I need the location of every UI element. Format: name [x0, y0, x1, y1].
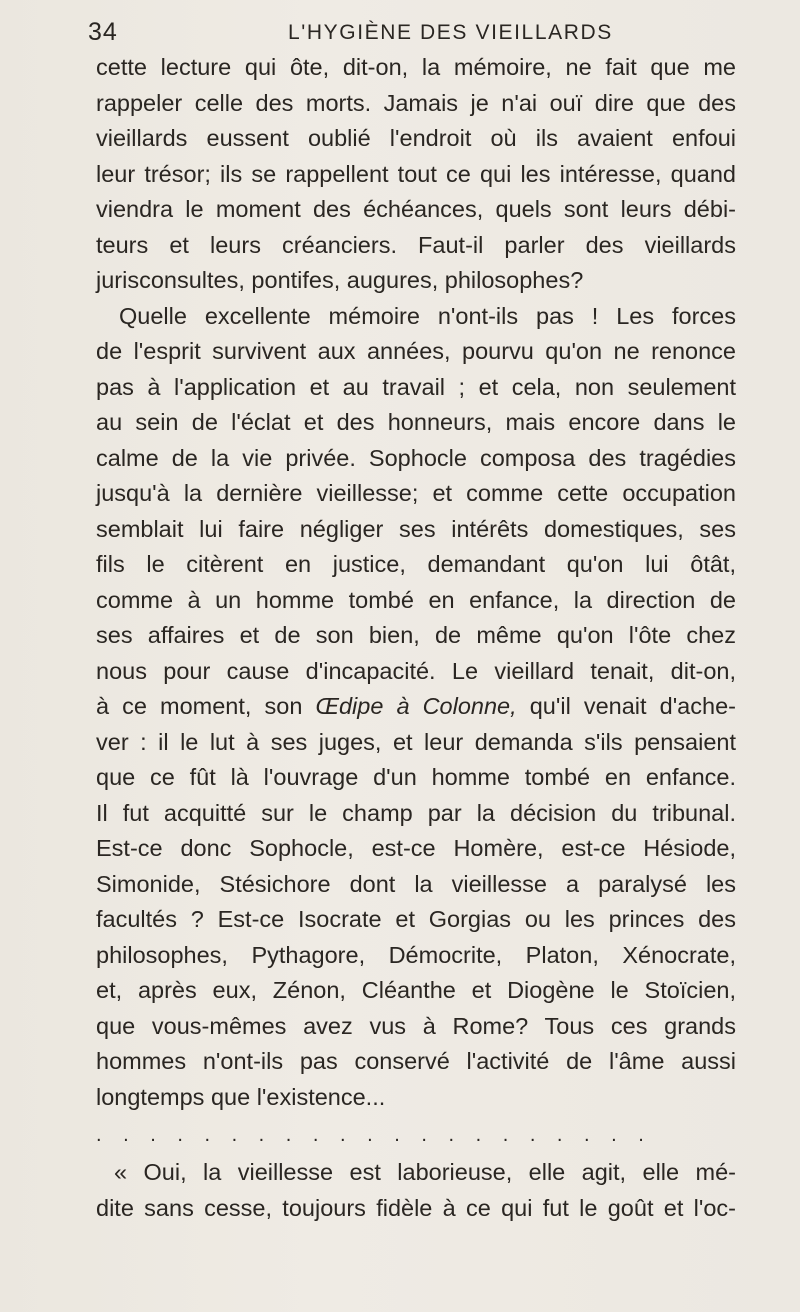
text-line: jusqu'à la dernière vieillesse; et comme cette occupation — [96, 480, 736, 506]
body-text — [96, 50, 736, 1226]
page-header — [88, 18, 728, 54]
line-part: qu'il venait d'ache- — [516, 693, 736, 719]
text-line: teurs et leurs créanciers. Faut-il parler des vieillards — [96, 231, 736, 258]
text-line: nous pour cause d'incapacité. Le vieillard tenait, dit-on, — [96, 657, 736, 684]
text-line: viendra le moment des échéances, quels sont leurs débi- — [96, 196, 736, 222]
text-line: calme de la vie privée. Sophocle composa des tragédies — [96, 444, 736, 471]
text-line: que ce fût là l'ouvrage d'un homme tombé en enfance. — [96, 764, 736, 790]
quote-line: dite sans cesse, toujours fidèle à ce qui fut le goût et l'oc- — [96, 1194, 736, 1221]
text-line: fils le citèrent en justice, demandant qu'on lui ôtât, — [96, 551, 736, 577]
ellipsis-row: . . . . . . . . . . . . . . . . . . . . . — [96, 1124, 652, 1146]
text-line: cette lecture qui ôte, dit-on, la mémoire, ne fait que me — [96, 54, 736, 80]
text-line: de l'esprit survivent aux années, pourvu qu'on ne renonce — [96, 338, 736, 364]
work-title: Œdipe à Colonne, — [315, 693, 517, 719]
text-line: facultés ? Est-ce Isocrate et Gorgias ou les princes des — [96, 906, 736, 932]
text-line: pas à l'application et au travail ; et cela, non seulement — [96, 373, 736, 400]
text-line: semblait lui faire négliger ses intérêts domestiques, ses — [96, 515, 736, 542]
text-line: Quelle excellente mémoire n'ont-ils pas ! Les forces — [119, 302, 736, 329]
text-line: jurisconsultes, pontifes, augures, philosophes? — [96, 267, 584, 293]
quote-line: « Oui, la vieillesse est laborieuse, elle agit, elle mé- — [114, 1159, 736, 1185]
line-part: à ce moment, son — [96, 693, 316, 719]
text-line: Il fut acquitté sur le champ par la décision du tribunal. — [96, 799, 736, 826]
text-line: leur trésor; ils se rappellent tout ce qui les intéresse, quand — [96, 160, 736, 187]
text-line: et, après eux, Zénon, Cléanthe et Diogène le Stoïcien, — [96, 977, 736, 1003]
text-line: Est-ce donc Sophocle, est-ce Homère, est-ce Hésiode, — [96, 835, 736, 861]
text-line: comme à un homme tombé en enfance, la direction de — [96, 586, 736, 613]
text-line: vieillards eussent oublié l'endroit où ils avaient enfoui — [96, 125, 736, 151]
text-line: philosophes, Pythagore, Démocrite, Platon, Xénocrate, — [96, 941, 736, 968]
text-line: ses affaires et de son bien, de même qu'on l'ôte chez — [96, 622, 736, 648]
text-line: que vous-mêmes avez vus à Rome? Tous ces grands — [96, 1012, 736, 1039]
text-line: ver : il le lut à ses juges, et leur demanda s'ils pensaient — [96, 728, 736, 755]
text-line: longtemps que l'existence... — [96, 1083, 386, 1110]
page-number: 34 — [88, 18, 118, 46]
text-line: Simonide, Stésichore dont la vieillesse a paralysé les — [96, 870, 736, 897]
text-line-with-title — [96, 689, 736, 725]
text-line: au sein de l'éclat et des honneurs, mais encore dans le — [96, 409, 736, 435]
text-line: hommes n'ont-ils pas conservé l'activité de l'âme aussi — [96, 1048, 736, 1074]
text-line: rappeler celle des morts. Jamais je n'ai ouï dire que des — [96, 89, 736, 116]
running-title: L'HYGIÈNE DES VIEILLARDS — [288, 21, 613, 44]
